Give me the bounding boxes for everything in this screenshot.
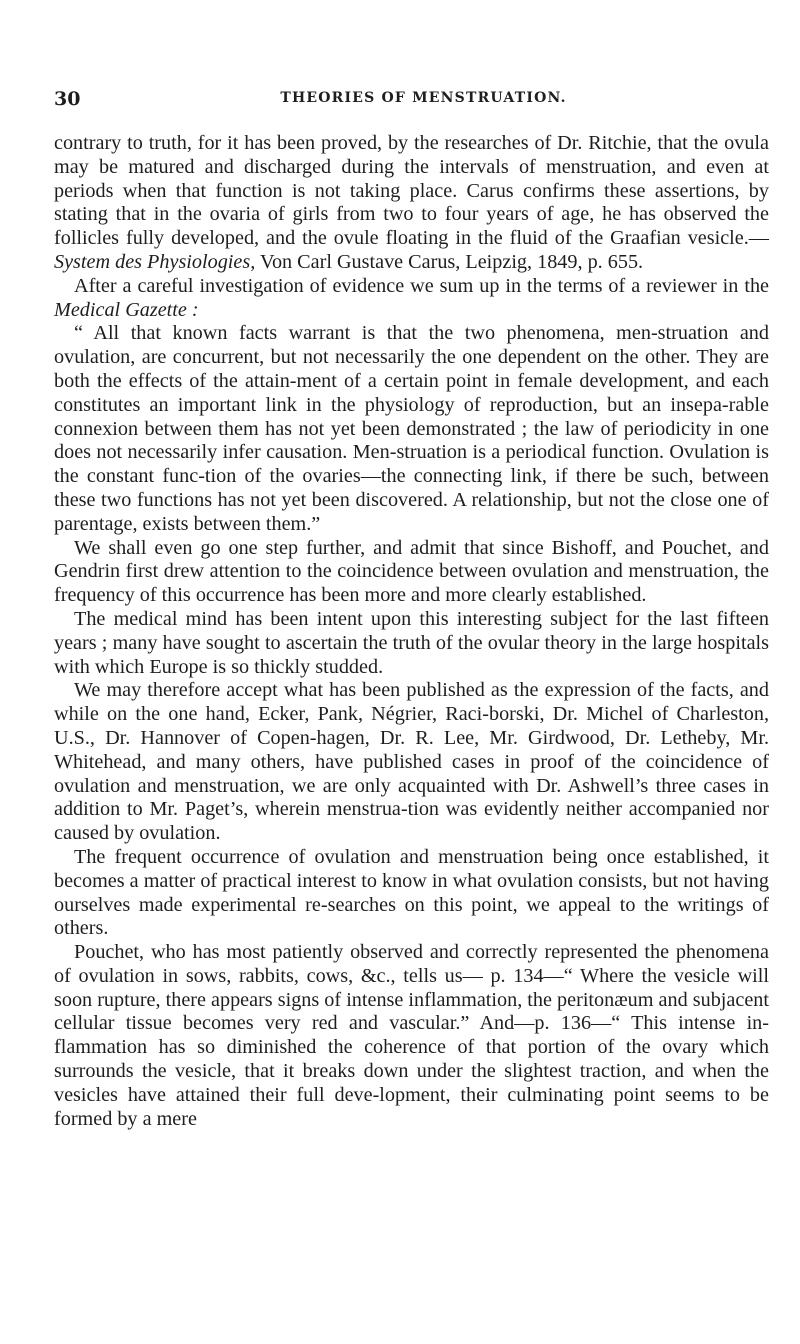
- page-number: 30: [54, 88, 81, 110]
- running-head: [54, 88, 769, 110]
- paragraph: Pouchet, who has most patiently observed and correctly represented the phenomena of ovulation in sows, rabbits, cows, &c., tells us— p. 134—“ Where the vesicle will soon rupture, there appears signs of intense inflammation, the peritonæum and subjacent cellular tissue becomes very red and vascular.” And—p. 136—“ This intense in-flammation has so diminished the coherence of that portion of the ovary which surrounds the vesicle, that it breaks down under the slightest traction, and when the vesicles have attained their full deve-lopment, their culminating point seems to be formed by a mere: [54, 941, 769, 1130]
- paragraph: We shall even go one step further, and admit that since Bishoff, and Pouchet, and Gendrin first drew attention to the coincidence between ovulation and menstruation, the frequency of this occurrence has been more and more clearly established.: [54, 536, 769, 607]
- paragraph-text: Von Carl Gustave Carus, Leipzig, 1849, p. 655.: [255, 250, 644, 273]
- quoted-paragraph: “ All that known facts warrant is that the two phenomena, men-struation and ovulation, are concurrent, but not necessarily the one dependent on the other. They are both the effects of the attain-ment of a certain point in female development, and each constitutes an important link in the physiology of reproduction, but an insepa-rable connexion between them has not yet been demonstrated ; the law of periodicity in one does not necessarily infer causation. Men-struation is a periodical function. Ovulation is the constant func-tion of the ovaries—the connecting link, if there be such, between these two functions has not yet been discovered. A relationship, but not the close one of parentage, exists between them.”: [54, 322, 769, 535]
- paragraph-text: After a careful investigation of evidence we sum up in the terms of a reviewer in the: [74, 274, 769, 297]
- paragraph: The frequent occurrence of ovulation and menstruation being once established, it becomes a matter of practical interest to know in what ovulation consists, but not having ourselves made experimental re-searches on this point, we appeal to the writings of others.: [54, 845, 769, 940]
- paragraph: [54, 275, 769, 323]
- book-page: [54, 88, 769, 1131]
- paragraph: The medical mind has been intent upon this interesting subject for the last fifteen years ; many have sought to ascertain the truth of the ovular theory in the large hospitals with which Europe is so thickly studded.: [54, 607, 769, 678]
- paragraph: We may therefore accept what has been published as the expression of the facts, and while on the one hand, Ecker, Pank, Négrier, Raci-borski, Dr. Michel of Charleston, U.S., Dr. Hannover of Copen-hagen, Dr. R. Lee, Mr. Girdwood, Dr. Letheby, Mr. Whitehead, and many others, have published cases in proof of the coincidence of ovulation and menstruation, we are only acquainted with Dr. Ashwell’s three cases in addition to Mr. Paget’s, wherein menstrua-tion was evidently neither accompanied nor caused by ovulation.: [54, 679, 769, 845]
- paragraph-continuation: [54, 132, 769, 275]
- running-title: THEORIES OF MENSTRUATION.: [280, 90, 567, 106]
- paragraph-text: contrary to truth, for it has been proved, by the researches of Dr. Ritchie, that the ovula may be matured and discharged during the intervals of menstruation, and even at periods when that function is not taking place. Carus confirms these assertions, by stating that in the ovaria of girls from two to four years of age, he has observed the follicles fully developed, and the ovule floating in the fluid of the Graafian vesicle.—: [54, 132, 769, 250]
- citation-title: System des Physiologies,: [54, 250, 256, 273]
- journal-title: Medical Gazette :: [54, 298, 199, 321]
- body-text: [54, 132, 769, 1131]
